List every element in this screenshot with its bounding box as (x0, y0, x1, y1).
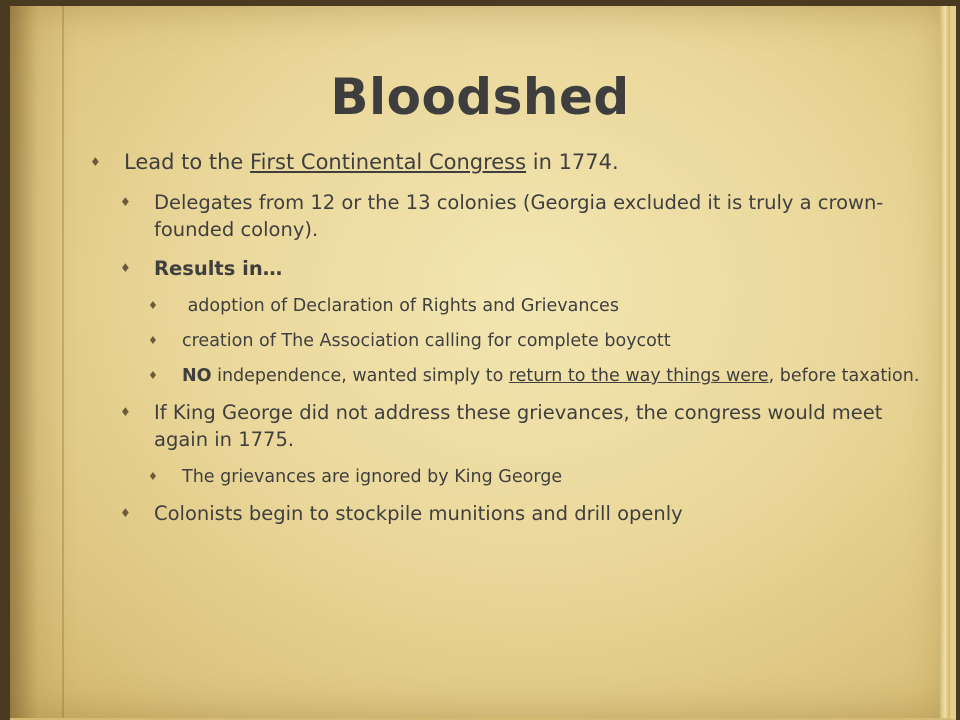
diamond-bullet-icon: ♦ (148, 369, 158, 382)
diamond-bullet-icon: ♦ (148, 470, 158, 483)
slide-title: Bloodshed (330, 68, 630, 126)
diamond-bullet-icon: ♦ (120, 261, 131, 275)
bold-term: NO (182, 366, 212, 386)
bullet-item-king-george (120, 399, 930, 453)
text-segment: in 1774. (526, 150, 619, 174)
diamond-bullet-icon: ♦ (148, 334, 158, 347)
bullet-text: Colonists begin to stockpile munitions and drill openly (154, 502, 683, 525)
text-segment: independence, wanted simply to (211, 366, 509, 386)
bullet-item-declaration (148, 294, 930, 319)
bullet-text: adoption of Declaration of Rights and Grievances (182, 296, 619, 316)
bullet-text: Delegates from 12 or the 13 colonies (Georgia excluded it is truly a crown-founded colony). (154, 191, 884, 241)
text-segment: Lead to the (124, 150, 251, 174)
bullet-text: If King George did not address these grievances, the congress would meet again in 1775. (154, 401, 883, 451)
diamond-bullet-icon: ♦ (90, 155, 101, 169)
bullet-item-results (120, 255, 930, 282)
bullet-text: The grievances are ignored by King George (182, 467, 563, 487)
bullet-item-ignored (148, 465, 930, 490)
bullet-text: creation of The Association calling for complete boycott (182, 331, 671, 351)
underlined-term: return to the way things were (508, 366, 769, 386)
bullet-text: Results in… (154, 257, 283, 280)
diamond-bullet-icon: ♦ (120, 506, 131, 520)
bullet-item-congress (90, 148, 930, 177)
bullet-item-no-independence (148, 364, 930, 389)
diamond-bullet-icon: ♦ (148, 299, 158, 312)
text-segment: , before taxation. (768, 366, 920, 386)
bullet-item-delegates (120, 189, 930, 243)
diamond-bullet-icon: ♦ (120, 195, 131, 209)
bullet-item-stockpile (120, 500, 930, 527)
bullet-text (182, 364, 930, 389)
bullet-item-association (148, 329, 930, 354)
bullet-text (124, 148, 930, 177)
diamond-bullet-icon: ♦ (120, 405, 131, 419)
slide-page (10, 6, 956, 720)
slide-content (90, 148, 930, 539)
underlined-term: First Continental Congress (250, 150, 527, 174)
